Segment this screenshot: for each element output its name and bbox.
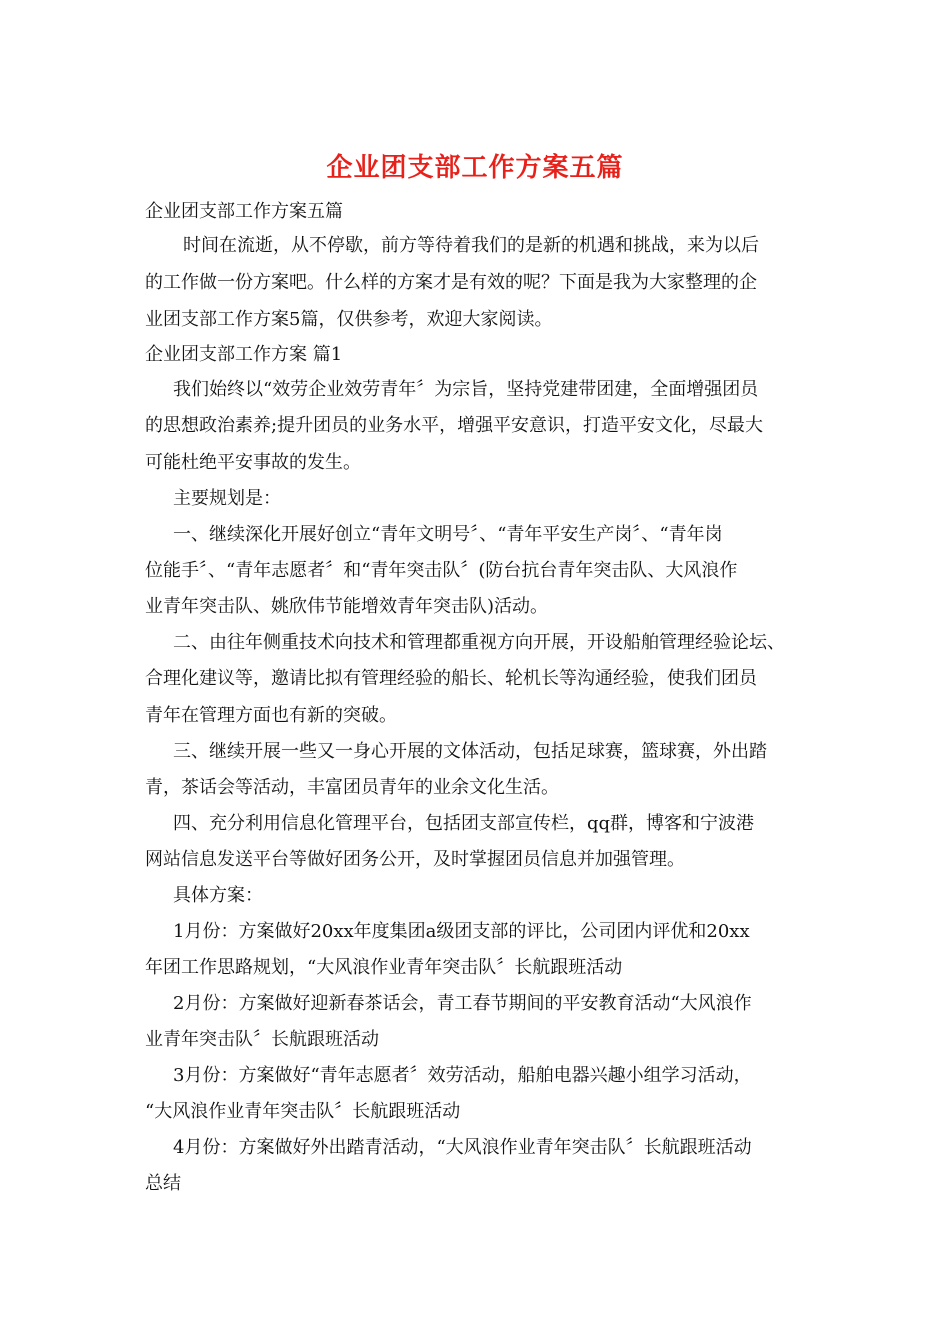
- paragraph-line: 的工作做一份方案吧。什么样的方案才是有效的呢？下面是我为大家整理的企: [145, 272, 757, 293]
- paragraph-line: 青，茶话会等活动，丰富团员青年的业余文化生活。: [145, 777, 559, 798]
- paragraph-line: 青年在管理方面也有新的突破。: [145, 705, 397, 726]
- paragraph-line: 具体方案：: [173, 885, 263, 906]
- paragraph-line: 年团工作思路规划，“大风浪作业青年突击队〞长航跟班活动: [145, 957, 623, 978]
- paragraph-line: 一、继续深化开展好创立“青年文明号〞、“青年平安生产岗〞、“青年岗: [173, 524, 723, 545]
- paragraph-line: 的思想政治素养;提升团员的业务水平，增强平安意识，打造平安文化，尽最大: [145, 415, 764, 436]
- paragraph-line: 我们始终以“效劳企业效劳青年〞为宗旨，坚持党建带团建，全面增强团员: [173, 379, 759, 400]
- paragraph-line: 主要规划是：: [173, 488, 281, 509]
- section-heading-line: 企业团支部工作方案 篇1: [145, 344, 343, 365]
- paragraph-line: “大风浪作业青年突击队〞长航跟班活动: [145, 1101, 461, 1122]
- paragraph-line: 2月份：方案做好迎新春茶话会，青工春节期间的平安教育活动“大风浪作: [173, 993, 752, 1014]
- paragraph-line: 四、充分利用信息化管理平台，包括团支部宣传栏，qq群，博客和宁波港: [173, 813, 755, 834]
- paragraph-line: 二、由往年侧重技术向技术和管理都重视方向开展，开设船舶管理经验论坛、: [173, 632, 785, 653]
- paragraph-line: 业团支部工作方案5篇，仅供参考，欢迎大家阅读。: [145, 309, 553, 330]
- paragraph-line: 可能杜绝平安事故的发生。: [145, 452, 361, 473]
- paragraph-line: 1月份：方案做好20xx年度集团a级团支部的评比，公司团内评优和20xx: [173, 921, 750, 942]
- paragraph-line: 总结: [145, 1173, 181, 1194]
- doc-subtitle-line: 企业团支部工作方案五篇: [145, 201, 343, 222]
- document-title: 企业团支部工作方案五篇: [326, 153, 624, 183]
- paragraph-line: 网站信息发送平台等做好团务公开，及时掌握团员信息并加强管理。: [145, 849, 685, 870]
- paragraph-line: 业青年突击队〞长航跟班活动: [145, 1029, 379, 1050]
- paragraph-line: 业青年突击队、姚欣伟节能增效青年突击队)活动。: [145, 596, 549, 617]
- paragraph-line: 4月份：方案做好外出踏青活动，“大风浪作业青年突击队〞长航跟班活动: [173, 1137, 752, 1158]
- paragraph-line: 时间在流逝，从不停歇，前方等待着我们的是新的机遇和挑战，来为以后: [165, 235, 759, 256]
- paragraph-line: 3月份：方案做好“青年志愿者〞效劳活动，船舶电器兴趣小组学习活动，: [173, 1065, 752, 1086]
- paragraph-line: 合理化建议等，邀请比拟有管理经验的船长、轮机长等沟通经验，使我们团员: [145, 668, 757, 689]
- paragraph-line: 位能手〞、“青年志愿者〞和“青年突击队〞(防台抗台青年突击队、大风浪作: [145, 560, 738, 581]
- paragraph-line: 三、继续开展一些又一身心开展的文体活动，包括足球赛，篮球赛，外出踏: [173, 741, 767, 762]
